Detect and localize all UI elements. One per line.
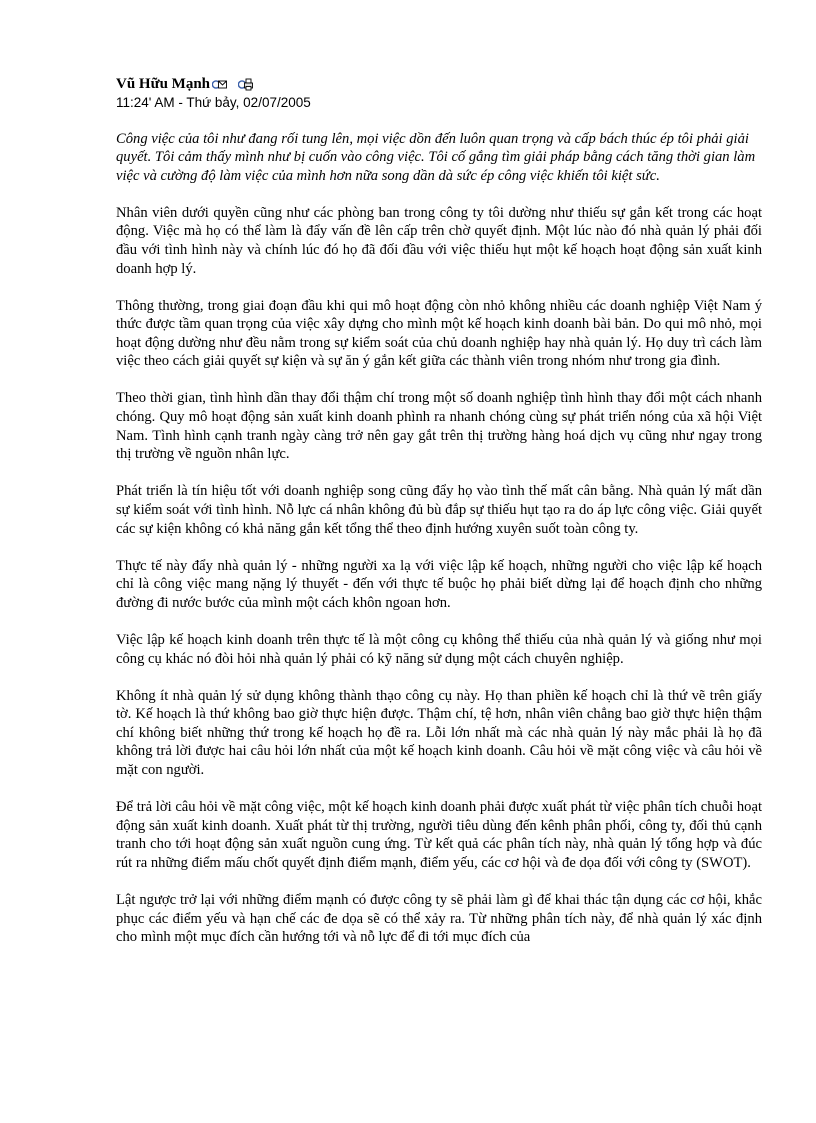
email-icon[interactable] — [212, 78, 227, 91]
article-intro: Công việc của tôi như đang rối tung lên, mọi việc dồn đến luôn quan trọng và cấp bách thúc ép tôi phải giải quyết. Tôi cảm thấy mình như bị cuốn vào công việc. Tôi cố gắng tìm giải pháp bằng cách tăng thời gian làm việc và cường độ làm việc của mình hơn nữa song dần dà sức ép công việc khiến tôi kiệt sức. — [116, 131, 756, 184]
print-icon[interactable] — [238, 78, 253, 91]
paragraph: Thực tế này đẩy nhà quản lý - những người xa lạ với việc lập kế hoạch, những người cho việc lập kế hoạch chỉ là công việc mang nặng lý thuyết - đến với thực tế buộc họ phải biết dừng lại để hoạch định cho những đường đi nước bước của mình một cách khôn ngoan hơn. — [116, 557, 762, 611]
author-row — [116, 74, 762, 94]
author-name: Vũ Hữu Mạnh — [116, 75, 211, 92]
paragraph: Để trả lời câu hỏi về mặt công việc, một kế hoạch kinh doanh phải được xuất phát từ việc phân tích chuỗi hoạt động sản xuất kinh doanh. Xuất phát từ thị trường, người tiêu dùng đến kênh phân phối, công ty, đối thủ cạnh tranh cho tới hoạt động sản xuất nguồn cung ứng. Từ kết quả các phân tích này, nhà quản lý tổng hợp và đúc rút ra những điểm mấu chốt quyết định điểm mạnh, điểm yếu, các cơ hội và đe dọa đối với công ty (SWOT). — [116, 799, 762, 871]
paragraph: Phát triển là tín hiệu tốt với doanh nghiệp song cũng đẩy họ vào tình thế mất cân bằng. Nhà quản lý mất dần sự kiểm soát với tình hình. Nỗ lực cá nhân không đủ bù đắp sự thiếu hụt tạo ra do áp lực công việc. Giải quyết các sự kiện không có khả năng gắn kết tổng thể theo định hướng xuyên suốt toàn công ty. — [116, 483, 762, 537]
article-tools — [212, 78, 254, 91]
article — [116, 74, 762, 947]
paragraph: Thông thường, trong giai đoạn đầu khi qui mô hoạt động còn nhỏ không nhiều các doanh nghiệp Việt Nam ý thức được tầm quan trọng của việc xây dựng cho mình một kế hoạch kinh doanh bài bản. Do qui mô nhỏ, mọi hoạt động dường như đều nằm trong sự kiểm soát của chủ doanh nghiệp hay nhà quản lý. Họ duy trì cách làm việc theo cách giải quyết sự kiện và sự ăn ý gắn kết giữa các thành viên trong nhóm như trong gia đình. — [116, 297, 762, 370]
paragraph: Theo thời gian, tình hình dần thay đổi thậm chí trong một số doanh nghiệp tình hình thay đổi một cách nhanh chóng. Quy mô hoạt động sản xuất kinh doanh phình ra nhanh chóng cùng sự phát triển nóng của xã hội Việt Nam. Tình hình cạnh tranh ngày càng trở nên gay gắt trên thị trường hàng hoá dịch vụ cũng như ngay trong thị trường về nguồn nhân lực. — [116, 390, 762, 463]
paragraph: Lật ngược trở lại với những điểm mạnh có được công ty sẽ phải làm gì để khai thác tận dụng các cơ hội, khắc phục các điểm yếu và hạn chế các đe dọa sẽ có thể xảy ra. Từ những phân tích này, để nhà quản lý xác định cho mình một mục đích cần hướng tới và nỗ lực để đi tới mục đích của — [116, 891, 762, 946]
paragraph: Nhân viên dưới quyền cũng như các phòng ban trong công ty tôi dường như thiếu sự gắn kết trong các hoạt động. Việc mà họ có thể làm là đẩy vấn đề lên cấp trên chờ quyết định. Một lúc nào đó nhà quản lý phải đối đầu với tình hình này và chính lúc đó họ đã đối đầu với việc thiếu hụt một kế hoạch hoạt động sản xuất kinh doanh hợp lý. — [116, 204, 762, 277]
publish-date: 11:24' AM - Thứ bảy, 02/07/2005 — [116, 95, 311, 110]
paragraph: Không ít nhà quản lý sử dụng không thành thạo công cụ này. Họ than phiền kế hoạch chỉ là thứ vẽ trên giấy tờ. Kế hoạch là thứ không bao giờ thực hiện được. Thậm chí, tệ hơn, nhân viên chẳng bao giờ thực hiện thậm chí không biết những thứ trong kế hoạch họ đề ra. Lỗi lớn nhất mà các nhà quản lý này mắc phải là họ đã không trả lời được hai câu hỏi lớn nhất của một kế hoạch kinh doanh. Câu hỏi về mặt công việc và câu hỏi về mặt con người. — [116, 687, 762, 778]
paragraph: Việc lập kế hoạch kinh doanh trên thực tế là một công cụ không thể thiếu của nhà quản lý và giống như mọi công cụ khác nó đòi hỏi nhà quản lý phải có kỹ năng sử dụng một cách chuyên nghiệp. — [116, 631, 762, 667]
